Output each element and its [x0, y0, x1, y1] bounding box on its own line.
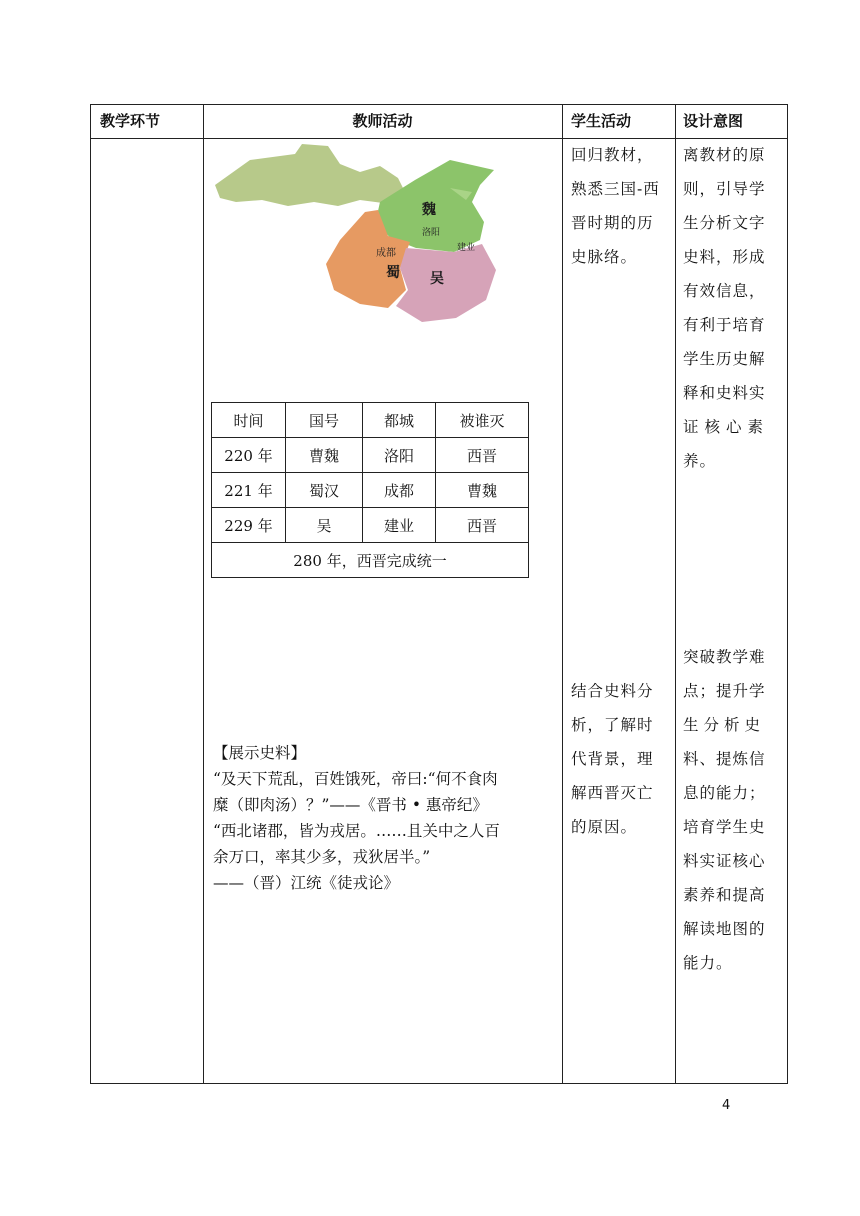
table-cell: 曹魏 — [436, 473, 529, 508]
table-row — [212, 403, 529, 438]
map-label-wei: 魏 — [422, 202, 436, 218]
table-cell: 西晋 — [436, 508, 529, 543]
student-activity-1 — [571, 138, 671, 274]
text-line: 料实证核心 — [683, 852, 766, 870]
text-line: 史料，形成 — [683, 248, 766, 266]
table-right-border — [787, 104, 788, 1084]
text-line: 证核心素 — [683, 418, 770, 436]
column-divider — [562, 104, 563, 1084]
table-cell: 洛阳 — [363, 438, 436, 473]
text-line: 能力。 — [683, 954, 733, 972]
table-row — [212, 473, 529, 508]
three-kingdoms-map — [210, 140, 510, 330]
text-line: 释和史料实 — [683, 384, 766, 402]
map-label-wu: 吴 — [430, 271, 444, 287]
source-quote-line: “及天下荒乱，百姓饿死，帝曰:“何不食肉 — [213, 770, 498, 788]
table-header-cell: 被谁灭 — [436, 403, 529, 438]
source-attribution: ——（晋）江统《徒戎论》 — [213, 874, 400, 892]
text-line: 的原因。 — [571, 818, 638, 836]
text-line: 则，引导学 — [683, 180, 766, 198]
text-line: 结合史料分 — [571, 682, 654, 700]
map-label-jianye: 建业 — [457, 243, 476, 253]
historical-sources — [213, 740, 558, 896]
student-activity-2 — [571, 674, 671, 844]
text-line: 料、提炼信 — [683, 750, 766, 768]
table-cell: 蜀汉 — [286, 473, 363, 508]
table-bottom-border — [90, 1083, 788, 1084]
header-design-intent: 设计意图 — [683, 112, 744, 130]
text-line: 点；提升学 — [683, 682, 766, 700]
page-number: 4 — [722, 1098, 731, 1113]
table-header-cell: 国号 — [286, 403, 363, 438]
source-quote-line: 余万口，率其少多，戎狄居半。” — [213, 848, 431, 866]
table-cell: 吴 — [286, 508, 363, 543]
text-line: 有利于培育 — [683, 316, 766, 334]
map-region-wu — [396, 244, 496, 322]
header-teacher-activity: 教师活动 — [352, 112, 413, 130]
text-line: 离教材的原 — [683, 146, 766, 164]
column-divider — [203, 104, 204, 1084]
table-header-cell: 都城 — [363, 403, 436, 438]
text-line: 培育学生史 — [683, 818, 766, 836]
table-cell: 建业 — [363, 508, 436, 543]
text-line: 学生历史解 — [683, 350, 766, 368]
source-heading: 【展示史料】 — [213, 744, 307, 762]
text-line: 回归教材， — [571, 146, 654, 164]
header-teaching-stage: 教学环节 — [100, 112, 161, 130]
map-label-chengdu: 成都 — [376, 248, 396, 259]
table-header-cell: 时间 — [212, 403, 286, 438]
table-cell: 220 年 — [212, 438, 286, 473]
text-line: 养。 — [683, 452, 717, 470]
text-line: 生分析史 — [683, 716, 766, 734]
table-row — [212, 543, 529, 578]
table-row — [212, 508, 529, 543]
text-line: 析，了解时 — [571, 716, 654, 734]
design-intent-2 — [683, 640, 783, 980]
table-footer-cell: 280 年，西晋完成统一 — [212, 543, 529, 578]
map-label-luoyang: 洛阳 — [422, 228, 441, 238]
table-row — [212, 438, 529, 473]
text-line: 息的能力； — [683, 784, 766, 802]
text-line: 突破教学难 — [683, 648, 766, 666]
table-left-border — [90, 104, 91, 1084]
kingdoms-table — [211, 402, 529, 578]
source-quote-line: 糜（即肉汤）？”——《晋书 • 惠帝纪》 — [213, 796, 488, 814]
header-student-activity: 学生活动 — [571, 112, 632, 130]
text-line: 晋时期的历 — [571, 214, 654, 232]
table-cell: 曹魏 — [286, 438, 363, 473]
source-quote-line: “西北诸郡，皆为戎居。……且关中之人百 — [213, 822, 500, 840]
table-cell: 成都 — [363, 473, 436, 508]
design-intent-1 — [683, 138, 783, 478]
text-line: 素养和提高 — [683, 886, 766, 904]
table-cell: 西晋 — [436, 438, 529, 473]
column-divider — [675, 104, 676, 1084]
text-line: 熟悉三国-西 — [571, 180, 660, 198]
text-line: 代背景，理 — [571, 750, 654, 768]
text-line: 有效信息， — [683, 282, 766, 300]
table-cell: 221 年 — [212, 473, 286, 508]
text-line: 解西晋灭亡 — [571, 784, 654, 802]
map-region-frontier — [215, 144, 406, 206]
table-cell: 229 年 — [212, 508, 286, 543]
text-line: 解读地图的 — [683, 920, 766, 938]
text-line: 史脉络。 — [571, 248, 638, 266]
text-line: 生分析文字 — [683, 214, 766, 232]
map-label-shu: 蜀 — [386, 265, 400, 281]
